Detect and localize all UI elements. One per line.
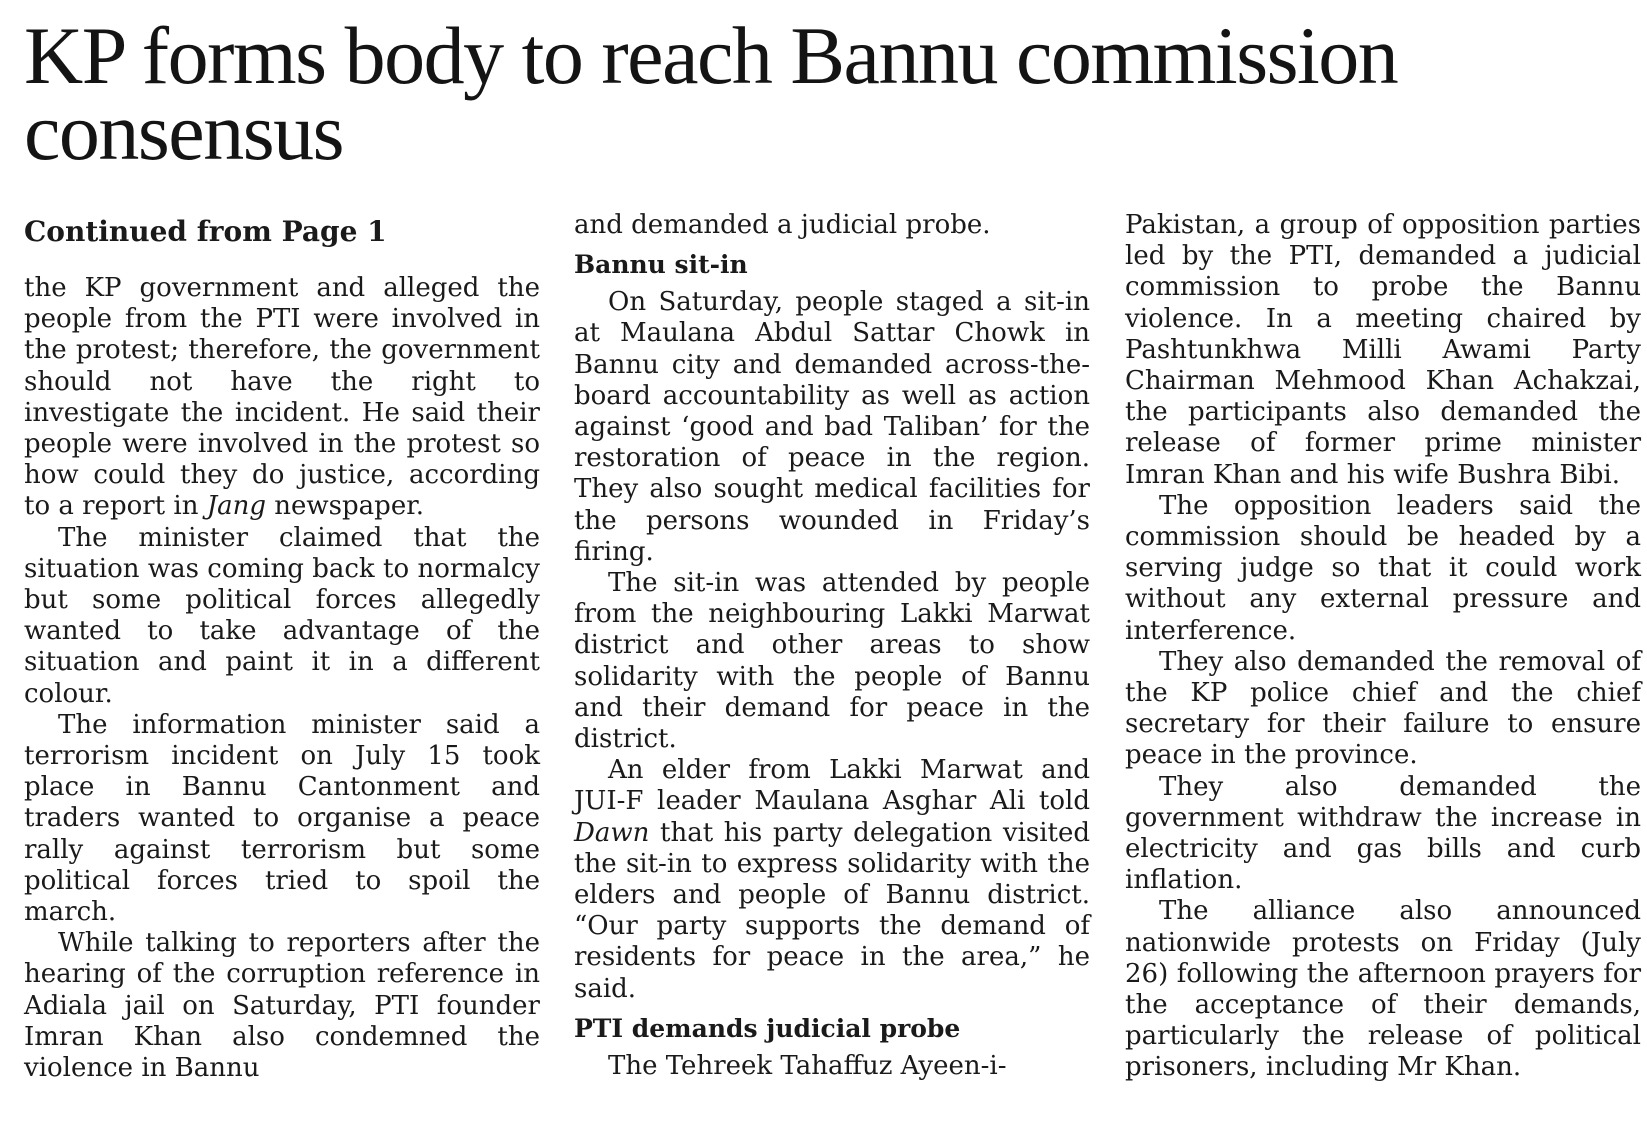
column-2 (574, 210, 1090, 1082)
publication-name: Jang (206, 491, 267, 522)
paragraph-text: that his party delegation visited the sit-in to express solidarity with the elders and people of Bannu district. “Our party supports the demand of residents for peace in the area,” he said. (574, 817, 1090, 1004)
paragraph (24, 273, 540, 523)
paragraph (574, 755, 1090, 1005)
paragraph: On Saturday, people staged a sit-in at Maulana Abdul Sattar Chowk in Bannu city and demanded across-the-board accountability as well as action against ‘good and bad Taliban’ for the restoration of peace in the region. They also sought medical facilities for the persons wounded in Friday’s firing. (574, 287, 1090, 567)
paragraph: The Tehreek Tahaffuz Ayeen-i- (608, 1050, 1007, 1081)
paragraph-text: the KP government and alleged the people from the PTI were involved in the protest; therefore, the government should not have the right to investigate the incident. He said their people were involved in the protest so how could they do justice, according to a report in (24, 273, 540, 522)
paragraph-text: An elder from Lakki Marwat and JUI-F leader Maulana Asghar Ali told (574, 755, 1090, 817)
paragraph-text: newspaper. (266, 491, 425, 522)
column-1 (24, 210, 540, 1084)
paragraph: The opposition leaders said the commission should be headed by a serving judge so that it could work without any external pressure and interference. (1125, 490, 1641, 646)
paragraph: Pakistan, a group of opposition parties led by the PTI, demanded a judicial commission to probe the Bannu violence. In a meeting chaired by Pashtunkhwa Milli Awami Party Chairman Mehmood Khan Achakzai, the participants also demanded the release of former prime minister Imran Khan and his wife Bushra Bibi. (1125, 210, 1641, 490)
column-3 (1125, 210, 1641, 1084)
paragraph: They also demanded the government withdraw the increase in electricity and gas bills and curb inflation. (1125, 771, 1641, 896)
paragraph: The sit-in was attended by people from the neighbouring Lakki Marwat district and other areas to show solidarity with the people of Bannu and their demand for peace in the district. (574, 568, 1090, 755)
subheading: Bannu sit-in (574, 250, 748, 280)
paragraph: and demanded a judicial probe. (574, 210, 991, 240)
subheading: PTI demands judicial probe (574, 1013, 961, 1043)
continued-label: Continued from Page 1 (24, 215, 387, 248)
publication-name: Dawn (574, 817, 650, 848)
paragraph: While talking to reporters after the hearing of the corruption reference in Adiala jail on Saturday, PTI founder Imran Khan also condemned the violence in Bannu (24, 928, 540, 1084)
headline: KP forms body to reach Bannu commission consensus (24, 10, 1398, 177)
paragraph: The alliance also announced nationwide protests on Friday (July 26) following the afternoon prayers for the acceptance of their demands, particularly the release of political prisoners, including Mr Khan. (1125, 896, 1641, 1083)
paragraph: The minister claimed that the situation was coming back to normalcy but some political forces allegedly wanted to take advantage of the situation and paint it in a different colour. (24, 522, 540, 709)
paragraph: The information minister said a terrorism incident on July 15 took place in Bannu Cantonment and traders wanted to organise a peace rally against terrorism but some political forces tried to spoil the march. (24, 709, 540, 928)
paragraph: They also demanded the removal of the KP police chief and the chief secretary for their failure to ensure peace in the province. (1125, 646, 1641, 771)
